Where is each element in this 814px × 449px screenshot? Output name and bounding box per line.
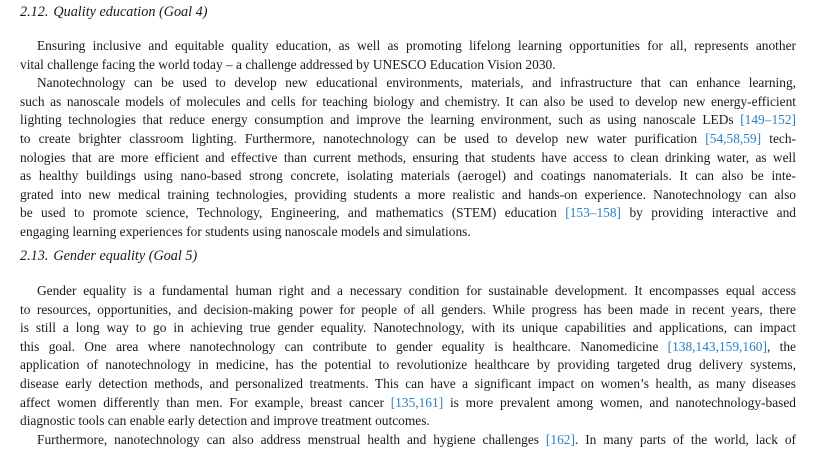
citation-link[interactable]: [135,161] [390,394,444,410]
text-line: disease early detection methods, and personalized treatments. This can have a significant impact on women’s health, as many diseases [20,376,796,391]
text-line: affect women differently than men. For example, breast cancer [135,161] is more prevalent among women, and nanotechnology-based [20,394,796,410]
text-line: to resources, opportunities, and decision-making power for people of all genders. While progress has been made in recent years, there [20,301,796,317]
text-line: this goal. One area where nanotechnology can contribute to gender equality is healthcare. Nanomedicine [138,143,159,160], the [20,338,796,354]
text-line: Gender equality is a fundamental human right and a necessary condition for sustainable development. It encompasses equal access [37,283,796,298]
section-number: 2.13. [20,248,49,264]
text-line: to create brighter classroom lighting. Furthermore, nanotechnology can be used to develop new water purification [54,58,59] tech- [20,131,796,146]
text-line: lighting technologies that reduce energy consumption and improve the learning environment, such as using nanoscale LEDs [149–152] [20,112,796,128]
text-line: such as nanoscale models of molecules and cells for teaching biology and chemistry. It can also be used to develop new energy-efficient [20,93,796,109]
text-line: diagnostic tools can enable early detection and improve treatment outcomes. [20,413,430,429]
text-line: vital challenge facing the world today – a challenge addressed by UNESCO Education Vision 2030. [20,56,556,72]
section-number: 2.12. [20,4,49,20]
citation-link[interactable]: [153–158] [565,205,622,221]
text-line: grated into new medical training technologies, providing students a more realistic and hands-on experience. Nanotechnology can also [20,186,796,202]
section-heading-2-13 [20,247,197,265]
section-title: Gender equality (Goal 5) [53,248,198,264]
text-line: Ensuring inclusive and equitable quality education, as well as promoting lifelong learning opportunities for all, represents another [37,38,796,53]
text-line: engaging learning experiences for students using nanoscale models and simulations. [20,224,471,239]
text-line: Nanotechnology can be used to develop new educational environments, materials, and infrastructure that can enhance learning, [37,75,796,91]
section-heading-2-12 [20,3,207,21]
citation-link[interactable]: [138,143,159,160] [667,338,767,354]
citation-link[interactable]: [149–152] [740,112,796,128]
text-line: is still a long way to go in achieving true gender equality. Nanotechnology, with its unique capabilities and applications, can impact [20,320,796,336]
citation-link[interactable]: [162] [545,431,575,447]
citation-link[interactable]: [54,58,59] [705,131,762,146]
text-line: application of nanotechnology in medicine, has the potential to revolutionize healthcare by providing targeted drug delivery systems, [20,357,796,373]
section-title: Quality education (Goal 4) [53,4,208,20]
text-line: nologies that are more efficient and effective than current methods, ensuring that students have access to clean drinking water, as well [20,149,796,165]
text-line: as healthy buildings using nano-based strong concrete, isolating materials (aerogel) and coatings nanomaterials. It can also be inte- [20,168,796,184]
text-line: be used to promote science, Technology, Engineering, and mathematics (STEM) education [153–158] by providing interactive and [20,205,796,221]
text-line: Furthermore, nanotechnology can also address menstrual health and hygiene challenges [162]. In many parts of the world, lack of [37,431,796,447]
